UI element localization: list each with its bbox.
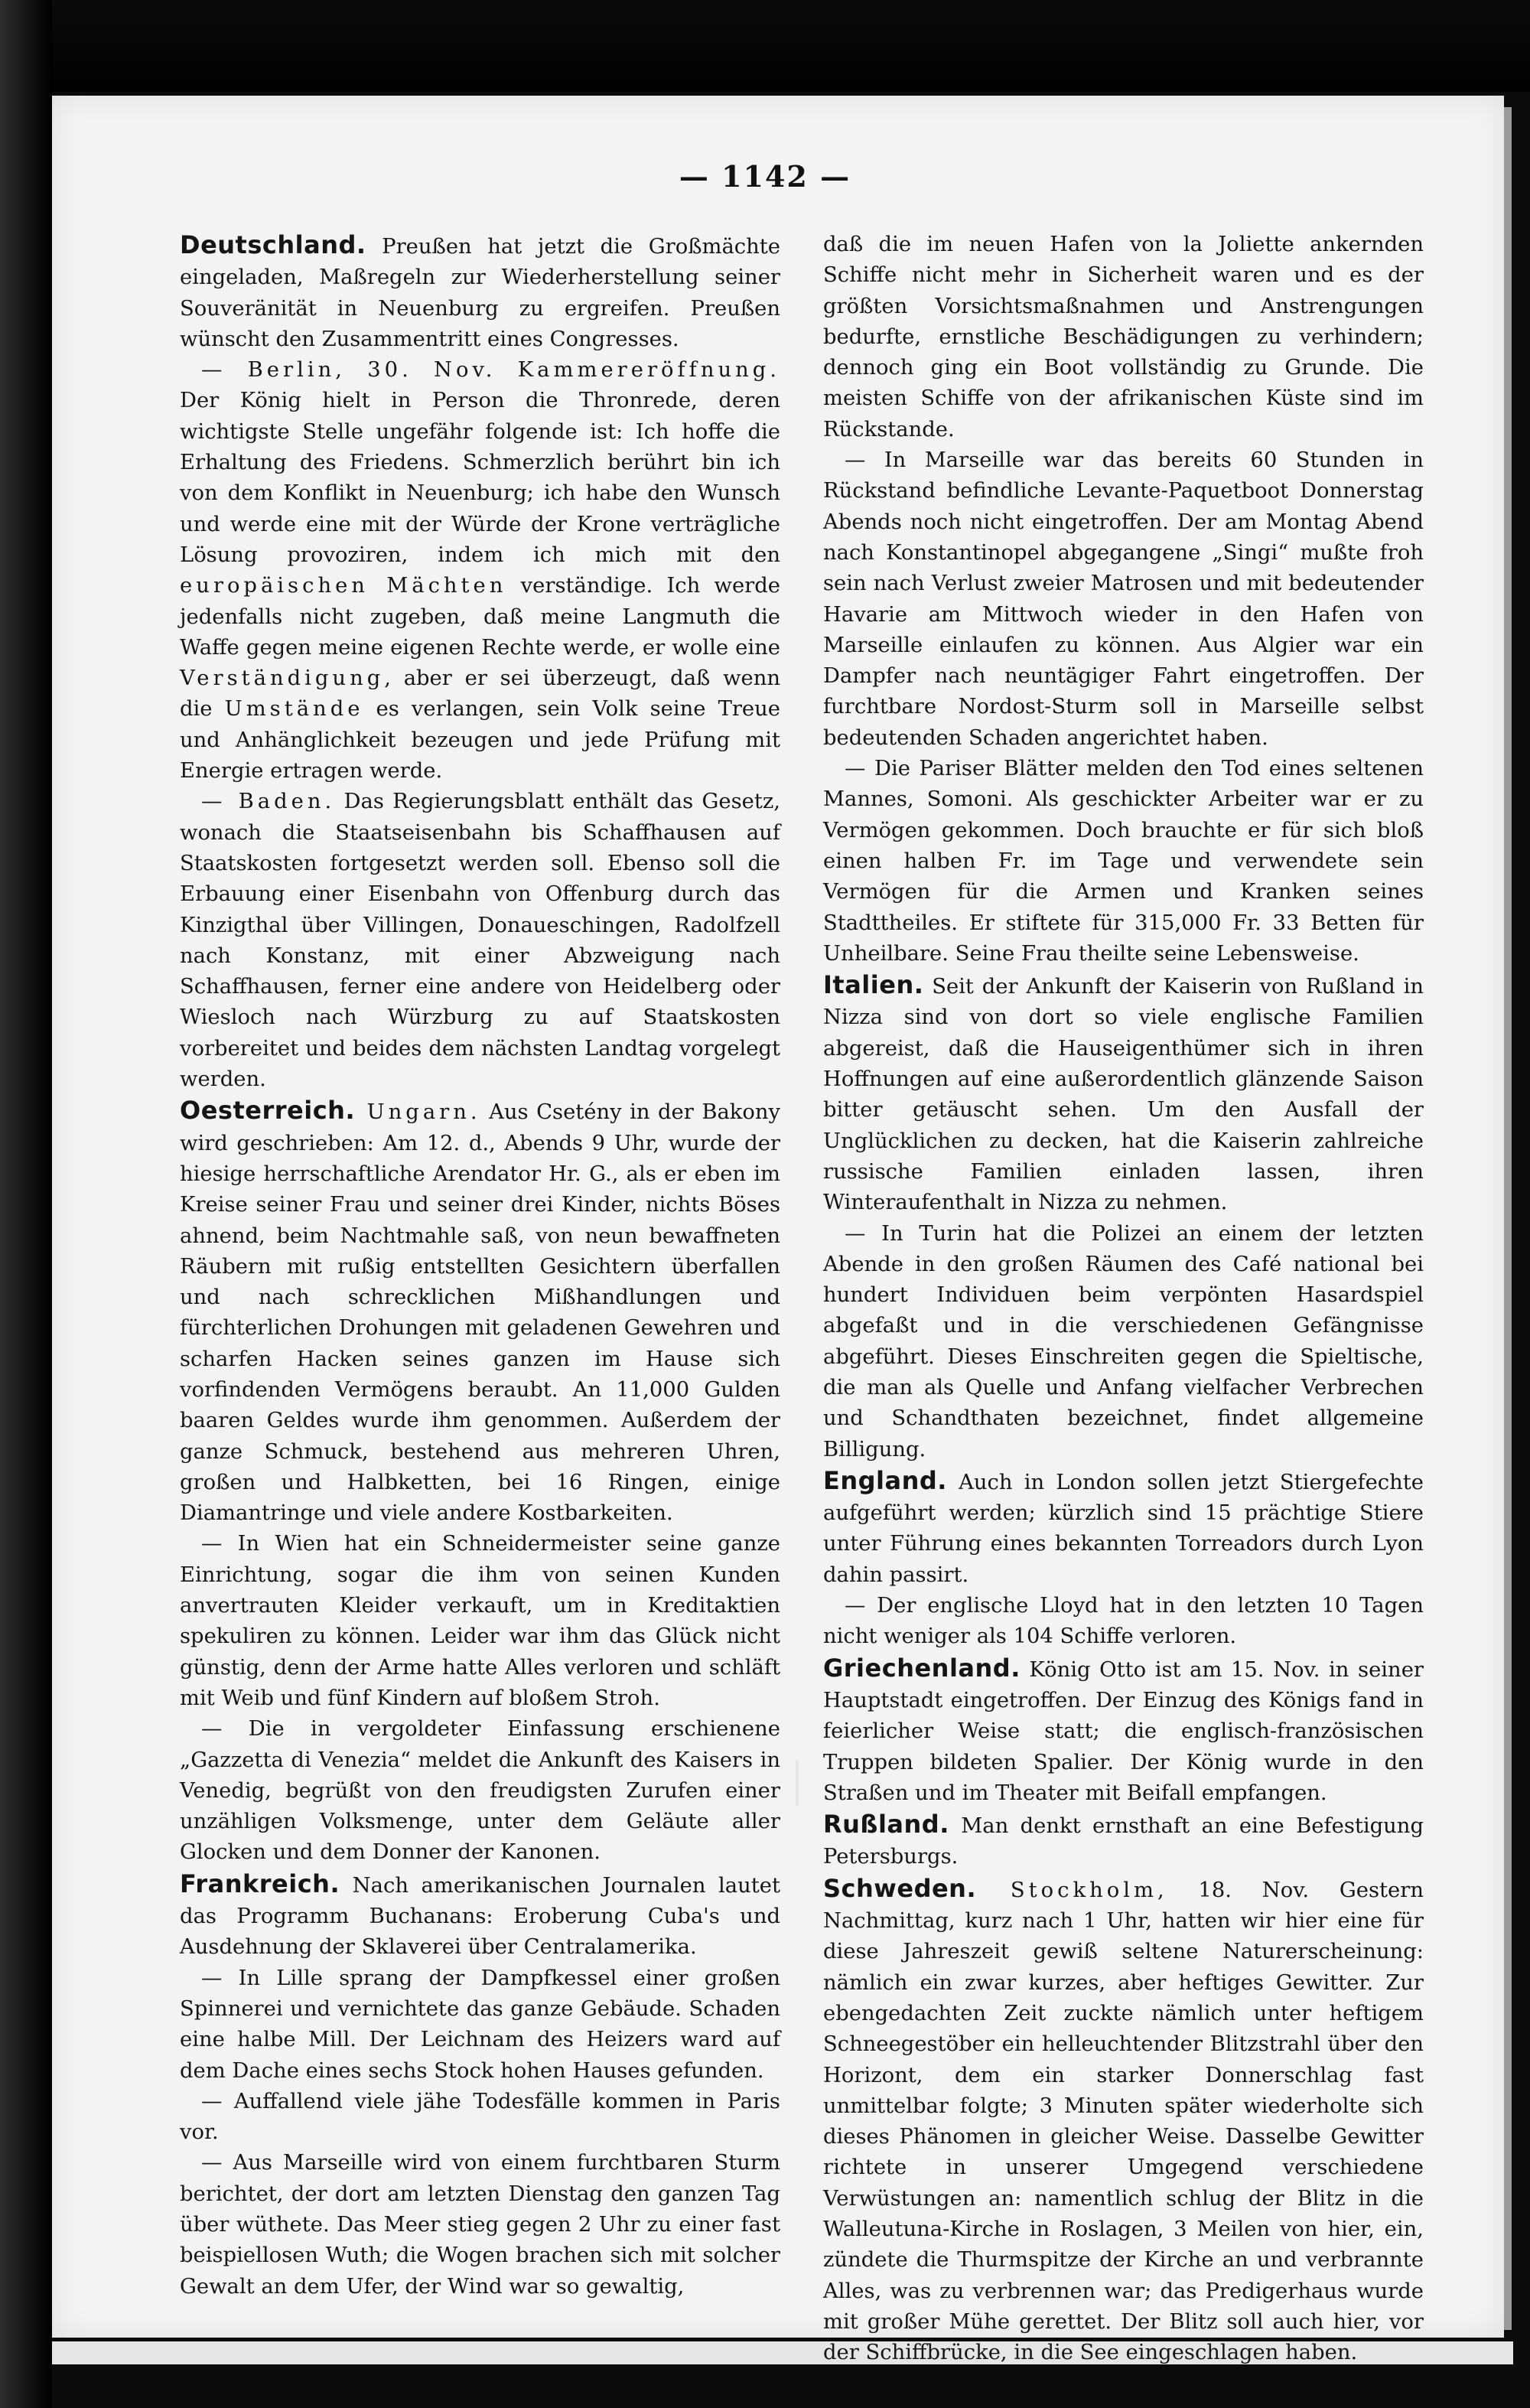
dateline: — Berlin, 30. Nov. Kammereröffnung. (201, 358, 780, 383)
section-heading-italien: Italien. (823, 970, 924, 1000)
dateline: Stockholm, (976, 1878, 1168, 1902)
section-heading-griechenland: Griechenland. (823, 1653, 1021, 1683)
section-heading-russland: Rußland. (823, 1810, 949, 1839)
article-lloyd: — Der englische Lloyd hat in den letzten 10 Tagen nicht weniger als 104 Schiffe verloren. (823, 1594, 1424, 1649)
article-turin: — In Turin hat die Polizei an einem der letzten Abende in den großen Räumen des Café national bei hundert Individuen beim verpönten Hasardspiel abgefaßt und in die verschiedenen Gefängnisse abgeführt. Dieses Einschreiten gegen die Spieltische, die man als Quelle und Anfang vielfacher Verbrechen und Schandthaten bezeichnet, findet allgemeine Billigung. (823, 1221, 1424, 1461)
article-marseille-cont: daß die im neuen Hafen von la Joliette ankernden Schiffe nicht mehr in Sicherheit waren und es der größten Vorsichtsmaßnahmen und Anstrengungen bedurfte, ernstliche Beschädigungen zu verhindern; dennoch ging ein Boot vollständig zu Grunde. Die meisten Schiffe von der afrikanischen Küste sind im Rückstande. (823, 233, 1424, 442)
section-heading-england: England. (823, 1465, 947, 1495)
section-heading-frankreich: Frankreich. (180, 1869, 340, 1898)
scan-border-top (0, 0, 1530, 92)
article-oesterreich: Oesterreich. Ungarn. Aus Csetény in der Bakony wird geschrieben: Am 12. d., Abends 9 Uhr, wurde der hiesige herrschaftliche Arendator Hr. G., als er eben im Kreise seiner Frau und seiner drei Kinder, nichts Böses ahnend, beim Nachtmahle saß, von neun bewaffneten Räubern mit rußig entstellten Gesichtern überfallen und nach schrecklichen Mißhandlungen und fürchterlichen Drohungen mit geladenen Gewehren und scharfen Hacken seines ganzen im Hause sich vorfindenden Vermögens beraubt. An 11,000 Gulden baaren Geldes wurde ihm genommen. Außerdem der ganze Schmuck, bestehend aus mehreren Uhren, großen und Halbketten, bei 16 Ringen, einige Diamantringe und viele andere Kostbarkeiten. (180, 1096, 780, 1526)
section-heading-schweden: Schweden. (823, 1873, 977, 1903)
article-marseille: — Aus Marseille wird von einem furchtbaren Sturm berichtet, der dort am letzten Dienstag den ganzen Tag über wüthete. Das Meer stieg gegen 2 Uhr zu einer fast beispiellosen Wuth; die Wogen brachen sich mit solcher Gewalt an dem Ufer, der Wind war so gewaltig, (180, 2151, 780, 2299)
scan-fold-shadow (796, 1760, 799, 1806)
scan-border-left (0, 0, 52, 2408)
article-lille: — In Lille sprang der Dampfkessel einer großen Spinnerei und vernichtete das ganze Gebäude. Schaden eine halbe Mill. Der Leichnam des Heizers ward auf dem Dache eines sechs Stock hohen Hauses gefunden. (180, 1966, 780, 2083)
article-schweden: Schweden. Stockholm, 18. Nov. Gestern Nachmittag, kurz nach 1 Uhr, hatten wir hier eine für diese Jahreszeit gewiß seltene Naturerscheinung: nämlich ein zwar kurzes, aber heftiges Gewitter. Zur ebengedachten Zeit zuckte nämlich unter heftigem Schneegestöber ein helleuchtender Blitzstrahl über den Horizont, dem ein starker Donnerschlag fast unmittelbar folgte; 3 Minuten später wiederholte sich dieses Phänomen in gleicher Weise. Dasselbe Gewitter richtete in unserer Umgegend verschiedene Verwüstungen an: namentlich schlug der Blitz in die Walleutuna-Kirche in Roslagen, 3 Meilen von hier, ein, zündete die Thurmspitze der Kirche an und verbrannte Alles, was zu verbrennen war; das Predigerhaus wurde mit großer Mühe gerettet. Der Blitz soll auch hier, vor der Schiffbrücke, in die See eingeschlagen haben. (823, 1873, 1424, 2365)
page-number: — 1142 — (679, 159, 851, 194)
article-text: Preußen hat jetzt die Großmächte eingeladen, Maßregeln zur Wiederherstellung seiner Souveränität in Neuenburg zu ergreifen. Preußen wünscht den Zusammentritt eines Congresses. (180, 235, 780, 351)
article-wien: — In Wien hat ein Schneidermeister seine ganze Einrichtung, sogar die ihm von seinen Kunden anvertrauten Kleider verkauft, um in Kreditaktien spekuliren zu können. Leider war ihm das Glück nicht günstig, denn der Arme hatte Alles verloren und schläft mit Weib und fünf Kindern auf bloßem Stroh. (180, 1532, 780, 1710)
dateline: Ungarn. (355, 1100, 481, 1125)
article-berlin: — Berlin, 30. Nov. Kammereröffnung. Der König hielt in Person die Thronrede, deren wichtigste Stelle ungefähr folgende ist: Ich hoffe die Erhaltung des Friedens. Schmerzlich berührt bin ich von dem Konflikt in Neuenburg; ich habe den Wunsch und werde eine mit der Würde der Krone verträgliche Lösung provoziren, indem ich mich mit den europäischen Mächten verständige. Ich werde jedenfalls nicht zugeben, daß meine Langmuth die Waffe gegen meine eigenen Rechte werde, er wolle eine Verständigung, aber er sei überzeugt, daß wenn die Umstände es verlangen, sein Volk seine Treue und Anhänglichkeit bezeugen und jede Prüfung mit Energie ertragen werde. (180, 358, 781, 784)
article-russland: Rußland. Man denkt ernsthaft an eine Befestigung Petersburgs. (823, 1810, 1424, 1869)
article-paris: — Auffallend viele jähe Todesfälle kommen in Paris vor. (180, 2089, 780, 2145)
right-column (823, 230, 1424, 2368)
page-right-edge (1504, 107, 1512, 2330)
article-somoni: — Die Pariser Blätter melden den Tod eines seltenen Mannes, Somoni. Als geschickter Arbeiter war er zu Vermögen gekommen. Doch brauchte er für sich bloß einen halben Fr. im Tage und verwendete sein Vermögen für die Armen und Kranken seines Stadttheiles. Er stiftete für 315,000 Fr. 33 Betten für Unheilbare. Seine Frau theilte seine Lebensweise. (823, 757, 1424, 966)
section-heading-oesterreich: Oesterreich. (180, 1096, 356, 1126)
dateline: — Baden. (201, 790, 336, 814)
section-heading-deutschland: Deutschland. (180, 230, 366, 259)
article-italien: Italien. Seit der Ankunft der Kaiserin von Rußland in Nizza sind von dort so viele englische Familien abgereist, daß die Hauseigenthümer sich in ihren Hoffnungen auf eine außerordentlich glänzende Saison bitter getäuscht sehen. Um den Ausfall der Unglücklichen zu decken, hat die Kaiserin zahlreiche russische Familien einladen lassen, ihren Winteraufenthalt in Nizza zu nehmen. (823, 970, 1424, 1215)
article-griechenland: Griechenland. König Otto ist am 15. Nov. in seiner Hauptstadt eingetroffen. Der Einzug des Königs fand in feierlicher Weise statt; die englisch-französischen Truppen bildeten Spalier. Der König wurde in den Straßen und im Theater mit Beifall empfangen. (823, 1653, 1424, 1805)
left-column (180, 230, 780, 2302)
article-england: England. Auch in London sollen jetzt Stiergefechte aufgeführt werden; kürzlich sind 15 prächtige Stiere unter Führung eines bekannten Torreadors durch Lyon dahin passirt. (823, 1465, 1424, 1587)
article-levante: — In Marseille war das bereits 60 Stunden in Rückstand befindliche Levante-Paquetboot Donnerstag Abends noch nicht eingetroffen. Der am Montag Abend nach Konstantinopel abgegangene „Singi“ mußte froh sein nach Verlust zweier Matrosen und mit bedeutender Havarie am Mittwoch wieder in den Hafen von Marseille einlaufen zu können. Aus Algier war ein Dampfer nach neuntägiger Fahrt eingetroffen. Der furchtbare Nordost-Sturm soll in Marseille selbst bedeutenden Schaden angerichtet haben. (823, 448, 1424, 750)
article-venezia: — Die in vergoldeter Einfassung erschienene „Gazzetta di Venezia“ meldet die Ankunft des Kaisers in Venedig, begrüßt von den freudigsten Zurufen einer unzähligen Volksmenge, unter dem Geläute aller Glocken und dem Donner der Kanonen. (180, 1717, 780, 1865)
article-frankreich: Frankreich. Nach amerikanischen Journalen lautet das Programm Buchanans: Eroberung Cuba's und Ausdehnung der Sklaverei über Centralamerika. (180, 1869, 780, 1960)
article-deutschland (180, 230, 780, 355)
article-baden: — Baden. Das Regierungsblatt enthält das Gesetz, wonach die Staatseisenbahn bis Schaffhausen auf Staatskosten fortgesetzt werden soll. Ebenso soll die Erbauung einer Eisenbahn von Offenburg durch das Kinzigthal über Villingen, Donaueschingen, Radolfzell nach Konstanz, mit einer Abzweigung nach Schaffhausen, ferner eine andere von Heidelberg oder Wiesloch nach Würzburg zu auf Staatskosten vorbereitet und beides dem nächsten Landtag vorgelegt werden. (180, 790, 780, 1092)
